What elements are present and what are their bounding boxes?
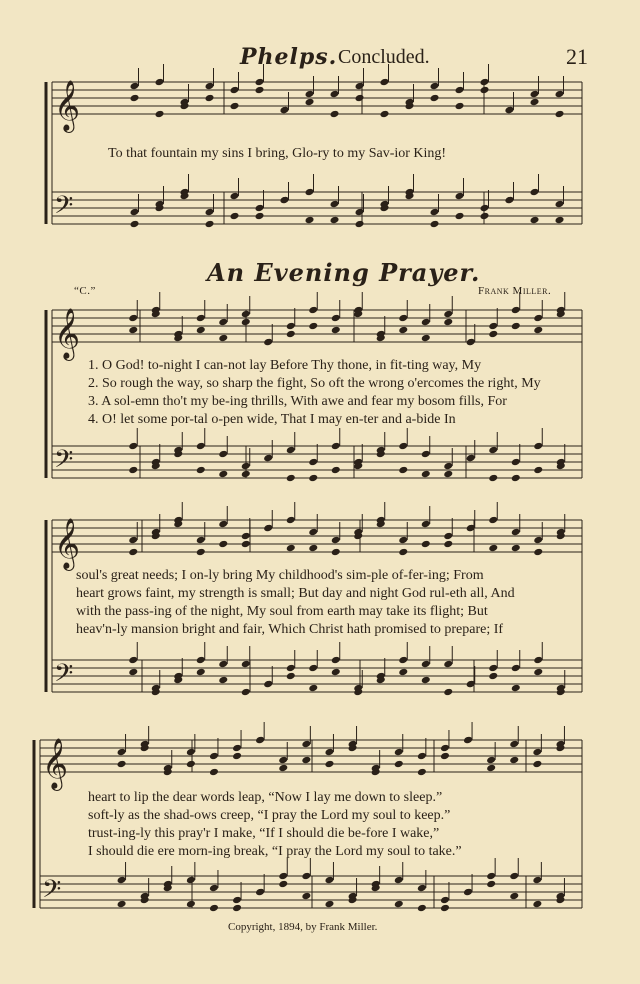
svg-text:𝄞: 𝄞 — [54, 308, 81, 359]
svg-text:𝄞: 𝄞 — [54, 518, 81, 569]
composer-credit: Frank Miller. — [478, 285, 552, 297]
page-number: 21 — [566, 44, 588, 69]
verse-2-line-1: 2. So rough the way, so sharp the fight, So oft the wrong o'ercomes the right, My — [88, 376, 541, 391]
svg-text:𝄞: 𝄞 — [42, 738, 69, 789]
svg-text:𝄢: 𝄢 — [54, 659, 74, 694]
verse-1-line-2: soul's great needs; I on-ly bring My childhood's sim-ple of-fer-ing; From — [76, 568, 484, 583]
svg-text:𝄢: 𝄢 — [42, 875, 62, 910]
verse-4-line-2: heav'n-ly mansion bright and fair, Which Christ hath promised to prepare; If — [76, 622, 504, 637]
verse-2-line-3: soft-ly as the shad-ows creep, “I pray the Lord my soul to keep.” — [88, 808, 451, 823]
verse-2-line-2: heart grows faint, my strength is small; But day and night God rul-eth all, And — [76, 586, 515, 601]
phelps-lyric-line: To that fountain my sins I bring, Glo-ry to my Sav-ior King! — [108, 146, 447, 161]
svg-text:𝄞: 𝄞 — [54, 80, 81, 131]
verse-3-line-3: trust-ing-ly this pray'r I make, “If I should die be-fore I wake,” — [88, 826, 440, 841]
song-title-evening-prayer: An Evening Prayer. — [207, 258, 481, 287]
svg-text:𝄢: 𝄢 — [54, 445, 74, 480]
concluded-label: Concluded. — [338, 46, 430, 68]
song-title-phelps: Phelps. — [240, 44, 338, 70]
svg-text:𝄢: 𝄢 — [54, 191, 74, 226]
verse-3-line-1: 3. A sol-emn tho't my be-ing thrills, With awe and fear my bosom fills, For — [88, 394, 507, 409]
tune-label: “C.” — [74, 285, 96, 297]
verse-4-line-3: I should die ere morn-ing break, “I pray the Lord my soul to take.” — [88, 844, 462, 859]
verse-1-line-3: heart to lip the dear words leap, “Now I lay me down to sleep.” — [88, 790, 443, 805]
verse-3-line-2: with the pass-ing of the night, My soul from earth may take its flight; But — [76, 604, 488, 619]
verse-1-line-1: 1. O God! to-night I can-not lay Before Thy thone, in fit-ting way, My — [88, 358, 482, 373]
copyright-notice: Copyright, 1894, by Frank Miller. — [228, 921, 378, 933]
verse-4-line-1: 4. O! let some por-tal o-pen wide, That I may en-ter and a-bide In — [88, 412, 456, 427]
